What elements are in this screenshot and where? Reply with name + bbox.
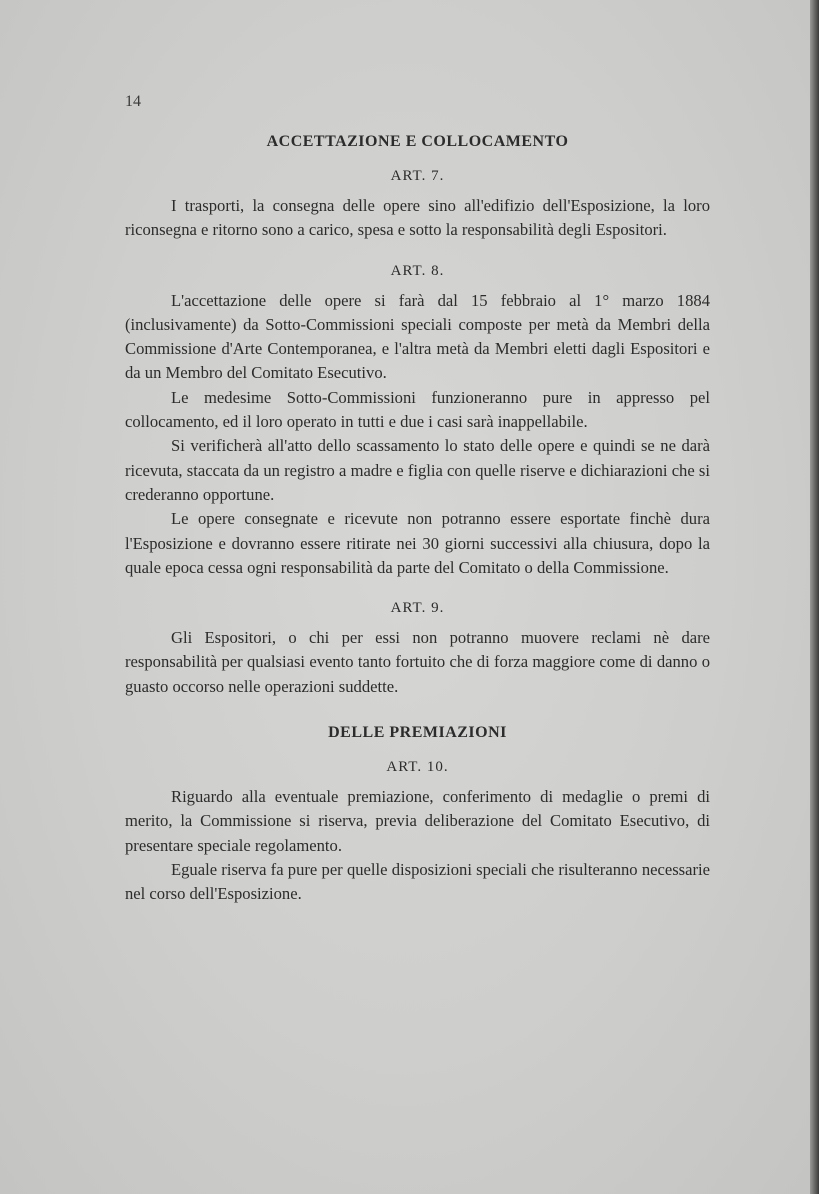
article-heading-9 <box>125 596 710 620</box>
article-7-paragraph: I trasporti, la consegna delle opere sino all'edifizio dell'Esposizione, la loro riconsegna e ritorno sono a carico, spesa e sotto la responsabilità degli Espositori. <box>125 196 710 240</box>
page-content <box>125 128 710 907</box>
article-9-paragraph: Gli Espositori, o chi per essi non potranno muovere reclami nè dare responsabilità per qualsiasi evento tanto fortuito che di forza maggiore come di danno o guasto occorso nelle operazioni suddette. <box>125 628 710 696</box>
article-heading-10-text: ART. 10. <box>386 759 449 776</box>
article-8-paragraph-4: Le opere consegnate e ricevute non potranno essere esportate finchè dura l'Esposizione e dovranno essere ritirate nei 30 giorni successivi alla chiusura, dopo la quale epoca cessa ogni responsabilità da parte del Comitato o della Commissione. <box>125 509 710 577</box>
section-title-accettazione: ACCETTAZIONE E COLLOCAMENTO <box>266 133 569 150</box>
article-8-paragraph-2: Le medesime Sotto-Commissioni funzioneranno pure in appresso pel collocamento, ed il loro operato in tutti e due i casi sarà inappellabile. <box>125 387 710 432</box>
article-8-paragraph-3: Si verificherà all'atto dello scassamento lo stato delle opere e quindi se ne darà ricevuta, staccata da un registro a madre e figlia con quelle riserve e dichiarazioni che si crederanno opportune. <box>125 436 710 504</box>
article-heading-9-text: ART. 9. <box>390 600 445 617</box>
section-title-premiazioni: DELLE PREMIAZIONI <box>328 724 507 742</box>
scan-edge <box>810 0 819 1194</box>
article-10-paragraph-2: Eguale riserva fa pure per quelle disposizioni speciali che risulteranno necessarie nel corso dell'Esposizione. <box>125 859 710 904</box>
article-10-paragraph-1: Riguardo alla eventuale premiazione, conferimento di medaglie o premi di merito, la Commissione si riserva, previa deliberazione del Comitato Esecutivo, di presentare speciale regolamento. <box>125 787 710 855</box>
article-heading-7 <box>125 164 710 188</box>
article-heading-8-text: ART. 8. <box>390 262 445 279</box>
page-number: 14 <box>125 93 141 110</box>
article-heading-8 <box>125 259 710 283</box>
article-heading-7-text: ART. 7. <box>390 168 445 184</box>
article-8-paragraph-1: L'accettazione delle opere si farà dal 15 febbraio al 1° marzo 1884 (inclusivamente) da Sotto-Commissioni speciali composte per metà da Membri della Commissione d'Arte Contemporanea, e l'altra metà da Membri eletti dagli Espositori e da un Membro del Comitato Esecutivo. <box>125 290 710 383</box>
article-heading-10 <box>125 755 710 779</box>
